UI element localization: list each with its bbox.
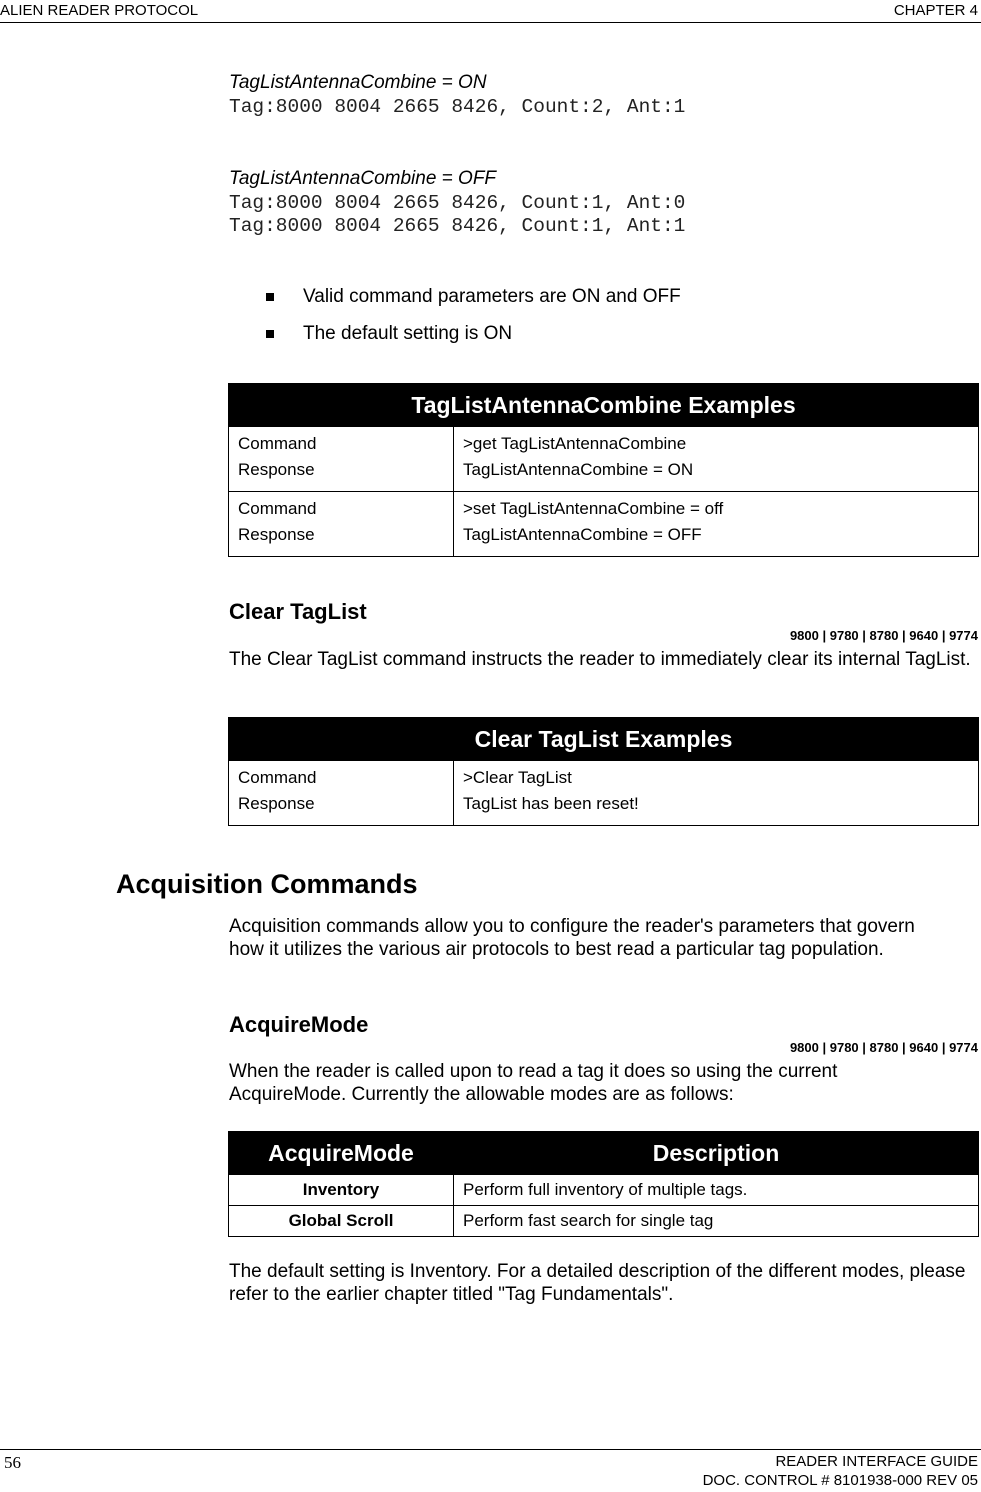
table-row	[229, 1206, 979, 1237]
bullet-text: Valid command parameters are ON and OFF	[303, 286, 681, 307]
table-title: Clear TagList Examples	[229, 718, 979, 761]
combine-off-label: TagListAntennaCombine = OFF	[229, 168, 497, 189]
mode-description: Perform fast search for single tag	[454, 1206, 979, 1237]
combine-on-line: Tag:8000 8004 2665 8426, Count:2, Ant:1	[229, 96, 686, 118]
clear-taglist-models: 9800 | 9780 | 8780 | 9640 | 9774	[789, 628, 978, 643]
acquisition-commands-heading: Acquisition Commands	[116, 869, 418, 899]
bullet-item	[266, 323, 681, 360]
acquire-mode-table	[228, 1131, 979, 1237]
table-row	[229, 492, 979, 557]
label-response: Response	[238, 525, 315, 544]
command-value: >set TagListAntennaCombine = off	[463, 499, 724, 518]
acquisition-description: Acquisition commands allow you to configure the reader's parameters that govern how it utilizes the various air protocols to best read a particular tag population.	[229, 916, 915, 960]
bullet-square-icon	[266, 330, 274, 338]
bullet-text: The default setting is ON	[303, 323, 513, 344]
clear-taglist-description: The Clear TagList command instructs the reader to immediately clear its internal TagList.	[229, 649, 971, 670]
footer-guide-title: READER INTERFACE GUIDE	[775, 1453, 978, 1470]
label-command: Command	[238, 768, 317, 787]
bullet-square-icon	[266, 293, 274, 301]
row-labels	[229, 427, 454, 492]
acquire-mode-default-note: The default setting is Inventory. For a detailed description of the different modes, please refer to the earlier chapter titled "Tag Fundamentals".	[229, 1261, 966, 1305]
label-response: Response	[238, 794, 315, 813]
row-labels	[229, 761, 454, 826]
clear-taglist-examples-table	[228, 717, 979, 826]
acquire-mode-description: When the reader is called upon to read a tag it does so using the current AcquireMode. Currently the allowable modes are as follows:	[229, 1061, 838, 1105]
mode-name: Global Scroll	[229, 1206, 454, 1237]
label-response: Response	[238, 460, 315, 479]
acquire-mode-models: 9800 | 9780 | 8780 | 9640 | 9774	[789, 1040, 978, 1055]
response-value: TagListAntennaCombine = ON	[463, 460, 694, 479]
header-rule	[0, 22, 981, 23]
mode-description: Perform full inventory of multiple tags.	[454, 1175, 979, 1206]
footer-doc-control: DOC. CONTROL # 8101938-000 REV 05	[702, 1472, 978, 1489]
response-value: TagListAntennaCombine = OFF	[463, 525, 702, 544]
footer-rule	[0, 1449, 981, 1450]
column-header-description: Description	[454, 1132, 979, 1175]
mode-name: Inventory	[229, 1175, 454, 1206]
table-row	[229, 1175, 979, 1206]
label-command: Command	[238, 499, 317, 518]
row-values	[454, 761, 979, 826]
column-header-mode: AcquireMode	[229, 1132, 454, 1175]
table-row	[229, 427, 979, 492]
response-value: TagList has been reset!	[463, 794, 639, 813]
row-labels	[229, 492, 454, 557]
running-header-left: ALIEN READER PROTOCOL	[0, 2, 199, 19]
running-header-right: CHAPTER 4	[893, 2, 978, 19]
combine-examples-table	[228, 383, 979, 557]
label-command: Command	[238, 434, 317, 453]
command-value: >get TagListAntennaCombine	[463, 434, 687, 453]
combine-off-line: Tag:8000 8004 2665 8426, Count:1, Ant:1	[229, 215, 686, 237]
table-title: TagListAntennaCombine Examples	[229, 384, 979, 427]
page-number: 56	[4, 1453, 21, 1472]
acquire-mode-heading: AcquireMode	[229, 1012, 369, 1037]
clear-taglist-heading: Clear TagList	[229, 599, 367, 624]
command-value: >Clear TagList	[463, 768, 572, 787]
table-row	[229, 761, 979, 826]
row-values	[454, 427, 979, 492]
combine-off-line: Tag:8000 8004 2665 8426, Count:1, Ant:0	[229, 192, 686, 214]
combine-on-label: TagListAntennaCombine = ON	[229, 72, 487, 93]
row-values	[454, 492, 979, 557]
bullet-item	[266, 286, 681, 323]
parameter-bullets	[266, 286, 681, 360]
